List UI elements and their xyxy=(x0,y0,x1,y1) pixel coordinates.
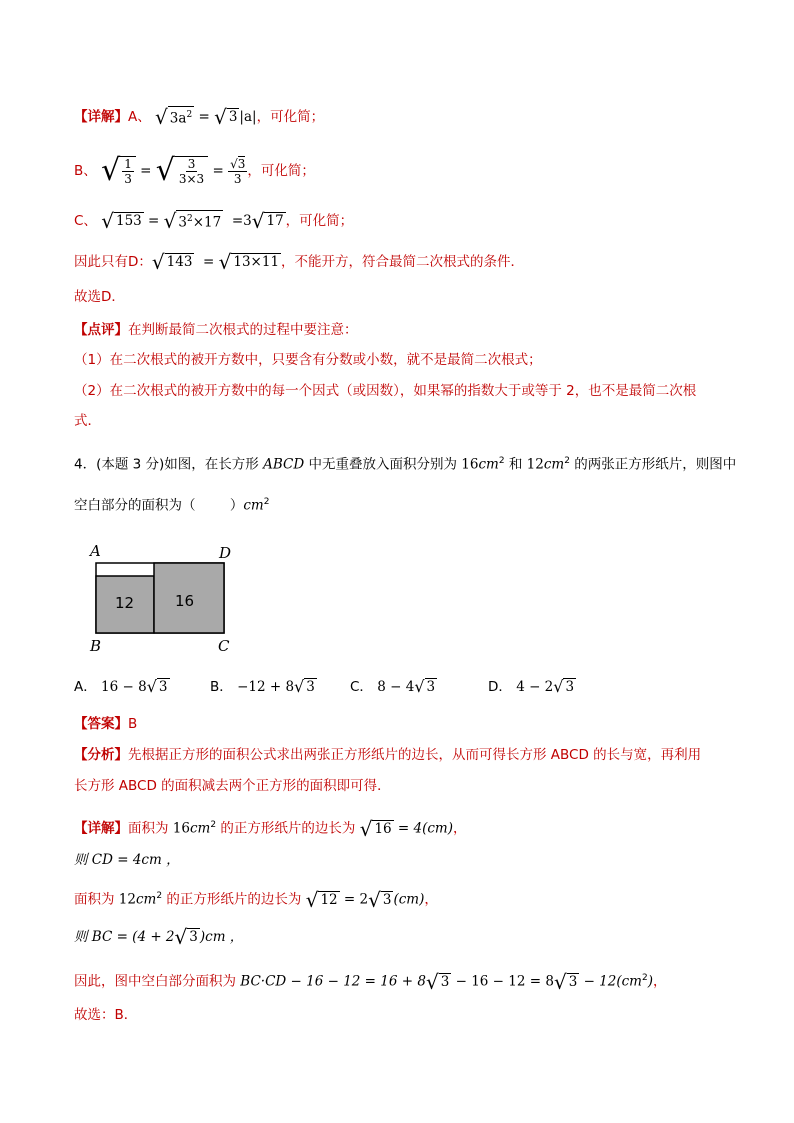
q4-detail-line-3: 面积为 $12cm^2$ 的正方形纸片的边长为 √ 12 = 2√ 3 (cm)， xyxy=(74,887,438,912)
option-c[interactable]: C． 8 − 4√ 3 xyxy=(350,677,436,696)
sqrt-frac-3-9: √ $\frac{3}{3\times 3}$ xyxy=(156,156,208,186)
detail-line-c: C、 √ 153 = √ $3^2\times 17 =3√$ 17 ，可化简； xyxy=(74,208,354,233)
q4-detail-line-4: 则 BC = (4 + 2√ 3 )cm ， xyxy=(74,925,244,949)
frac-sqrt3-over-3: $\frac{√3}{3}$ xyxy=(230,156,246,186)
label-a: A xyxy=(90,542,101,560)
sqrt-13x11: √ 13×11 xyxy=(218,250,280,274)
rectangle-figure xyxy=(86,540,246,660)
note-2-cont: 式． xyxy=(74,413,101,429)
sqrt-143: √ 143 xyxy=(151,250,193,274)
detail-line-d: 因此只有D：√ 143 = √ 13×11 ，不能开方，符合最简二次根式的条件． xyxy=(74,250,525,274)
q4-detail-line-5: 因此，图中空白部分面积为 BC·CD − 16 − 12 = 16 + 8√ 3 − 16 − 12 = 8√ $3 - 12(cm^2)$， xyxy=(74,969,667,994)
square-12-label: 12 xyxy=(115,594,135,612)
detail-tag: 【详解】 xyxy=(74,108,128,125)
option-b[interactable]: B． −12 + 8√ 3 xyxy=(210,677,315,696)
label-d: D xyxy=(219,544,232,562)
note-1: （1）在二次根式的被开方数中，只要含有分数或小数，就不是最简二次根式； xyxy=(74,352,542,368)
q4-detail-line-2: 则 CD = 4cm ， xyxy=(74,852,180,868)
sqrt-153: √ 153 xyxy=(101,208,142,233)
detail-line-b: B、 √ $\frac{1}{3}$ = √ $\frac{3}{3\times 3}$ = $\frac{√3}{3}$ ，可化简； xyxy=(74,153,315,188)
q4-detail-line-1: 【详解】面积为 $16cm^2$ 的正方形纸片的边长为 √ 16 = 4(cm)， xyxy=(74,816,467,841)
q4-choice-line: 故选：B． xyxy=(74,1007,138,1023)
answer-line: 【答案】B xyxy=(74,716,138,732)
option-a[interactable]: A． 16 − 8√ 3 xyxy=(74,677,168,696)
square-16-label: 16 xyxy=(175,592,195,610)
sqrt-17: √ 17 xyxy=(251,208,284,233)
note-2: （2）在二次根式的被开方数中的每一个因式（或因数），如果幂的指数大于或等于 2，也不是最简二次根 xyxy=(74,383,697,399)
comment-line: 【点评】在判断最简二次根式的过程中要注意： xyxy=(74,322,358,338)
label-c: C xyxy=(218,637,230,655)
sqrt-frac-1-3: √ $\frac{1}{3}$ xyxy=(101,156,136,186)
detail-line-a: 【详解】A、 √ $3a^2$ = √ 3 |a|，可化简； xyxy=(74,104,325,129)
sqrt-3sq-17: √ $3^2\times 17$ xyxy=(163,208,222,233)
choice-line: 故选D． xyxy=(74,289,125,305)
analysis-line-1: 【分析】先根据正方形的面积公式求出两张正方形纸片的边长，从而可得长方形 ABCD 的长与宽，再利用 xyxy=(74,747,702,763)
sqrt-3a2: √ $3a^2$ xyxy=(155,104,193,129)
analysis-line-2: 长方形 ABCD 的面积减去两个正方形的面积即可得． xyxy=(74,778,391,794)
option-d[interactable]: D． 4 − 2√ 3 xyxy=(488,677,575,696)
label-b: B xyxy=(90,637,102,655)
question-4-stem-line2: 空白部分的面积为（ ）$cm^2$ xyxy=(74,497,270,514)
sqrt-3: √ 3 xyxy=(214,104,238,129)
question-4-stem-line1: 4．(本题 3 分)如图，在长方形 ABCD 中无重叠放入面积分别为 $16cm^2$ 和 $12cm^2$ 的两张正方形纸片，则图中 xyxy=(74,456,737,473)
